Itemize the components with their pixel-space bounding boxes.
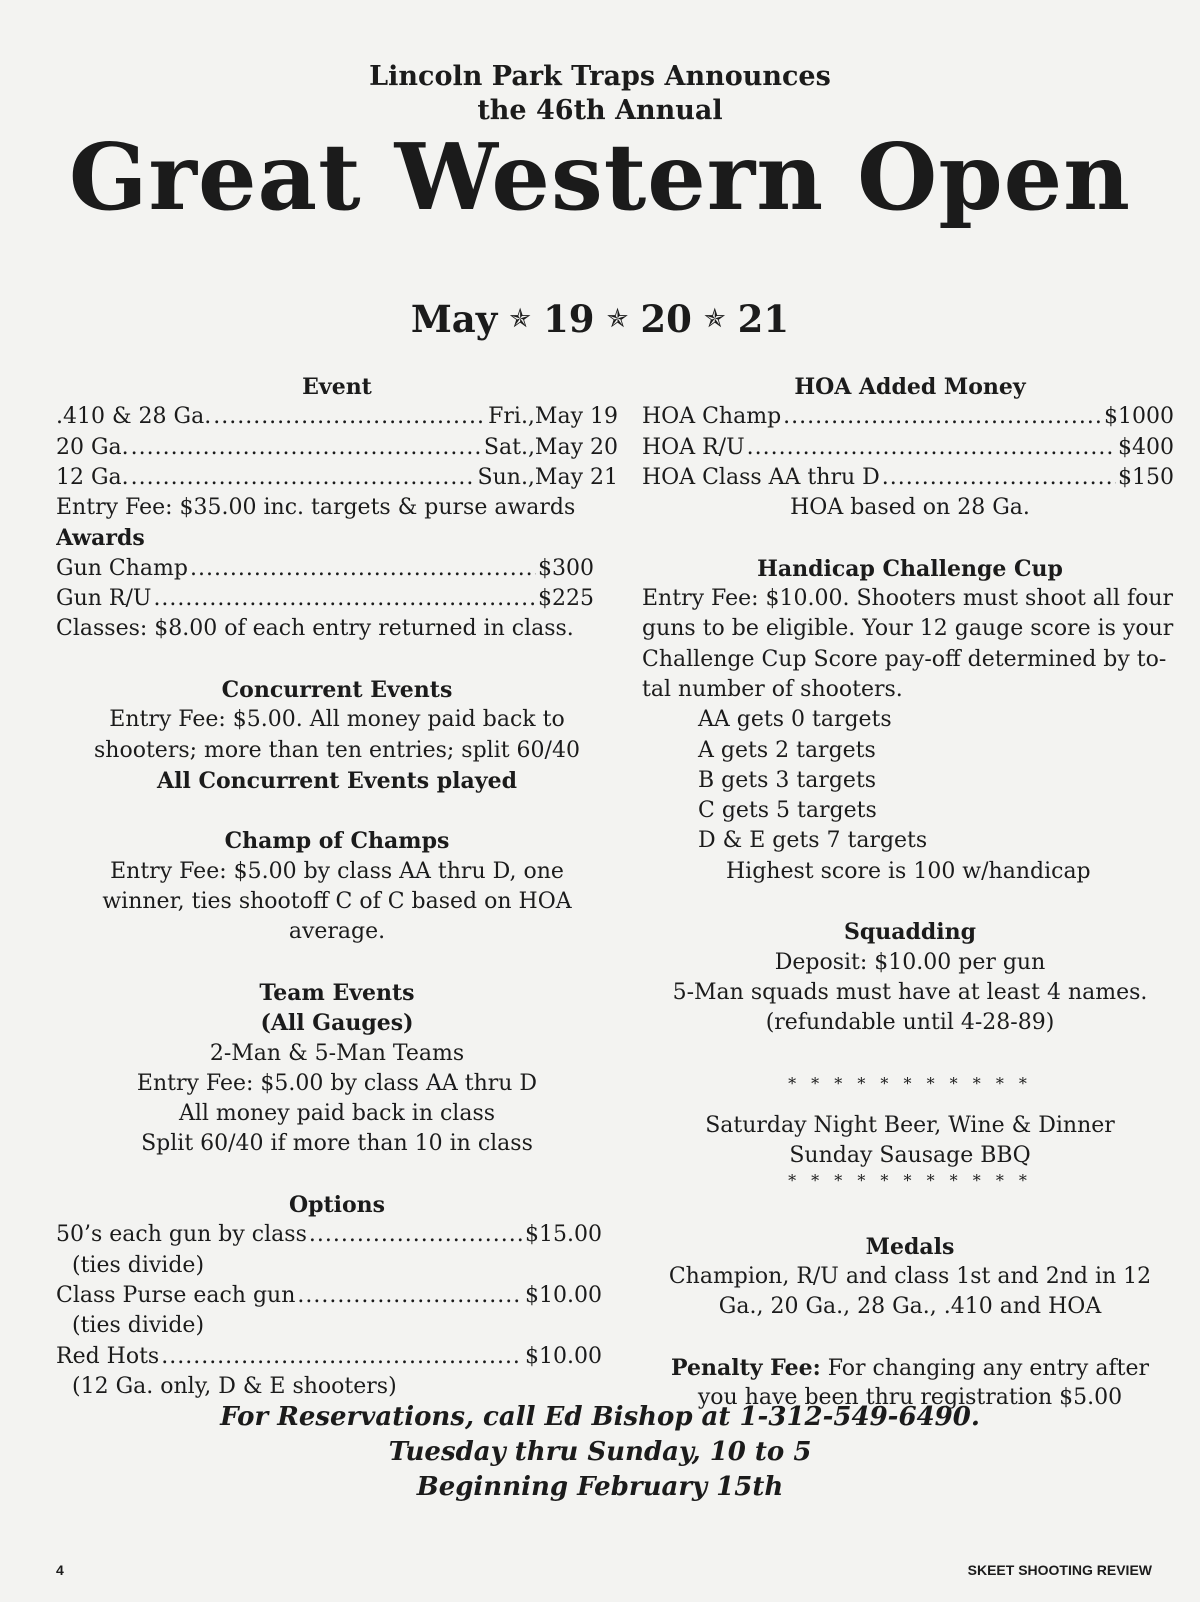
pretitle-line1: Lincoln Park Traps Announces xyxy=(369,61,831,92)
hoa-note: HOA based on 28 Ga. xyxy=(790,495,1030,521)
penalty-line: you have been thru registration $5.00 xyxy=(697,1385,1123,1411)
hoa-label: HOA Class AA thru D xyxy=(642,464,880,490)
event-date: Fri.,May 19 xyxy=(488,404,618,430)
option-label: Red Hots xyxy=(56,1343,160,1369)
star-icon: ✯ xyxy=(509,304,532,334)
award-value: $225 xyxy=(538,586,594,612)
option-value: $10.00 xyxy=(525,1282,602,1308)
penalty-label: Penalty Fee: xyxy=(671,1354,821,1381)
concurrent-line: All Concurrent Events played xyxy=(157,767,517,794)
dates-day1: 19 xyxy=(543,297,595,341)
handicap-line: Entry Fee: $10.00. Shooters must shoot all four xyxy=(642,586,1174,612)
star-divider: * * * * * * * * * * * xyxy=(788,1073,1032,1093)
star-icon: ✯ xyxy=(606,304,629,334)
squadding-line: 5-Man squads must have at least 4 names. xyxy=(672,979,1148,1005)
penalty-text: For changing any entry after xyxy=(820,1355,1149,1381)
handicap-target: C gets 5 targets xyxy=(698,798,877,824)
event-heading: Event xyxy=(302,374,372,400)
right-column xyxy=(642,372,1178,1414)
option-label: 50’s each gun by class xyxy=(56,1222,307,1248)
concurrent-line: shooters; more than ten entries; split 60/40 xyxy=(94,737,580,763)
champ-line: Entry Fee: $5.00 by class AA thru D, one xyxy=(110,858,564,884)
handicap-target: A gets 2 targets xyxy=(698,737,876,763)
leader-dots xyxy=(213,402,486,432)
team-subheading: (All Gauges) xyxy=(260,1010,414,1037)
team-line: Entry Fee: $5.00 by class AA thru D xyxy=(136,1070,538,1096)
hoa-row xyxy=(642,463,1174,493)
team-line: Split 60/40 if more than 10 in class xyxy=(141,1131,533,1157)
hoa-heading: HOA Added Money xyxy=(794,374,1026,400)
option-row xyxy=(56,1281,602,1311)
team-line: 2-Man & 5-Man Teams xyxy=(209,1040,465,1066)
publication-name: SKEET SHOOTING REVIEW xyxy=(967,1562,1152,1578)
squadding-heading: Squadding xyxy=(843,919,977,946)
options-heading: Options xyxy=(288,1192,386,1219)
classes-note: Classes: $8.00 of each entry returned in class. xyxy=(56,616,574,642)
pretitle-line2: the 46th Annual xyxy=(477,95,723,126)
hoa-row xyxy=(642,402,1174,432)
penalty-line xyxy=(642,1353,1178,1383)
reservations xyxy=(0,1400,1200,1505)
event-date: Sat.,May 20 xyxy=(483,434,618,460)
page-number: 4 xyxy=(56,1562,64,1578)
page-title: Great Western Open xyxy=(68,123,1132,231)
concurrent-heading: Concurrent Events xyxy=(221,676,453,703)
concurrent-line: Entry Fee: $5.00. All money paid back to xyxy=(109,707,565,733)
dates-day3: 21 xyxy=(737,297,790,341)
leader-dots xyxy=(783,402,1102,432)
social-line: Sunday Sausage BBQ xyxy=(789,1143,1031,1169)
hoa-label: HOA R/U xyxy=(642,434,745,460)
event-dates xyxy=(0,296,1200,342)
handicap-heading: Handicap Challenge Cup xyxy=(757,555,1063,582)
social-line: Saturday Night Beer, Wine & Dinner xyxy=(705,1113,1115,1139)
event-row xyxy=(56,433,618,463)
event-label: 12 Ga. xyxy=(56,464,129,490)
option-note: (ties divide) xyxy=(72,1252,205,1278)
leader-dots xyxy=(153,584,536,614)
option-value: $10.00 xyxy=(525,1343,602,1369)
leader-dots xyxy=(297,1281,523,1311)
option-row xyxy=(56,1342,602,1372)
award-label: Gun R/U xyxy=(56,586,152,612)
leader-dots xyxy=(309,1220,523,1250)
event-date: Sun.,May 21 xyxy=(477,464,618,490)
medals-heading: Medals xyxy=(865,1233,955,1260)
event-label: .410 & 28 Ga. xyxy=(56,404,212,430)
handicap-highest: Highest score is 100 w/handicap xyxy=(726,858,1091,884)
option-note: (12 Ga. only, D & E shooters) xyxy=(72,1373,397,1399)
champ-line: average. xyxy=(288,919,386,945)
medals-line: Champion, R/U and class 1st and 2nd in 12 xyxy=(668,1264,1152,1290)
reservations-line: Beginning February 15th xyxy=(416,1472,784,1502)
event-row xyxy=(56,402,618,432)
hoa-value: $1000 xyxy=(1104,404,1174,430)
hoa-label: HOA Champ xyxy=(642,404,782,430)
leader-dots xyxy=(747,433,1116,463)
award-value: $300 xyxy=(538,555,594,581)
option-note: (ties divide) xyxy=(72,1313,205,1339)
team-line: All money paid back in class xyxy=(178,1101,496,1127)
left-column xyxy=(56,372,618,1402)
handicap-line: tal number of shooters. xyxy=(642,676,903,702)
handicap-target: AA gets 0 targets xyxy=(698,707,892,733)
champ-line: winner, ties shootoff C of C based on HOA xyxy=(102,889,572,915)
award-row xyxy=(56,554,594,584)
option-row xyxy=(56,1220,602,1250)
star-icon: ✯ xyxy=(703,304,726,334)
handicap-target: D & E gets 7 targets xyxy=(698,828,928,854)
reservations-line: Tuesday thru Sunday, 10 to 5 xyxy=(388,1437,812,1467)
dates-day2: 20 xyxy=(640,297,692,341)
dates-month: May xyxy=(410,297,498,341)
handicap-line: guns to be eligible. Your 12 gauge score is your xyxy=(642,616,1174,642)
event-label: 20 Ga. xyxy=(56,434,129,460)
handicap-target: B gets 3 targets xyxy=(698,767,877,793)
star-divider: * * * * * * * * * * * xyxy=(788,1170,1032,1190)
reservations-line: For Reservations, call Ed Bishop at 1-312-549-6490. xyxy=(220,1402,980,1432)
award-row xyxy=(56,584,594,614)
awards-heading: Awards xyxy=(56,525,145,552)
squadding-line: Deposit: $10.00 per gun xyxy=(774,949,1046,975)
squadding-line: (refundable until 4-28-89) xyxy=(765,1010,1055,1036)
leader-dots xyxy=(190,554,536,584)
hoa-value: $150 xyxy=(1118,464,1174,490)
award-label: Gun Champ xyxy=(56,555,188,581)
hoa-row xyxy=(642,433,1174,463)
leader-dots xyxy=(161,1342,523,1372)
leader-dots xyxy=(131,433,482,463)
entry-fee: Entry Fee: $35.00 inc. targets & purse awards xyxy=(56,495,576,521)
option-value: $15.00 xyxy=(525,1222,602,1248)
medals-line: Ga., 20 Ga., 28 Ga., .410 and HOA xyxy=(718,1294,1102,1320)
option-label: Class Purse each gun xyxy=(56,1282,296,1308)
team-heading: Team Events xyxy=(259,979,415,1006)
leader-dots xyxy=(131,463,476,493)
champ-heading: Champ of Champs xyxy=(224,828,450,855)
hoa-value: $400 xyxy=(1118,434,1174,460)
event-row xyxy=(56,463,618,493)
leader-dots xyxy=(882,463,1116,493)
handicap-line: Challenge Cup Score pay-off determined by to- xyxy=(642,646,1167,672)
